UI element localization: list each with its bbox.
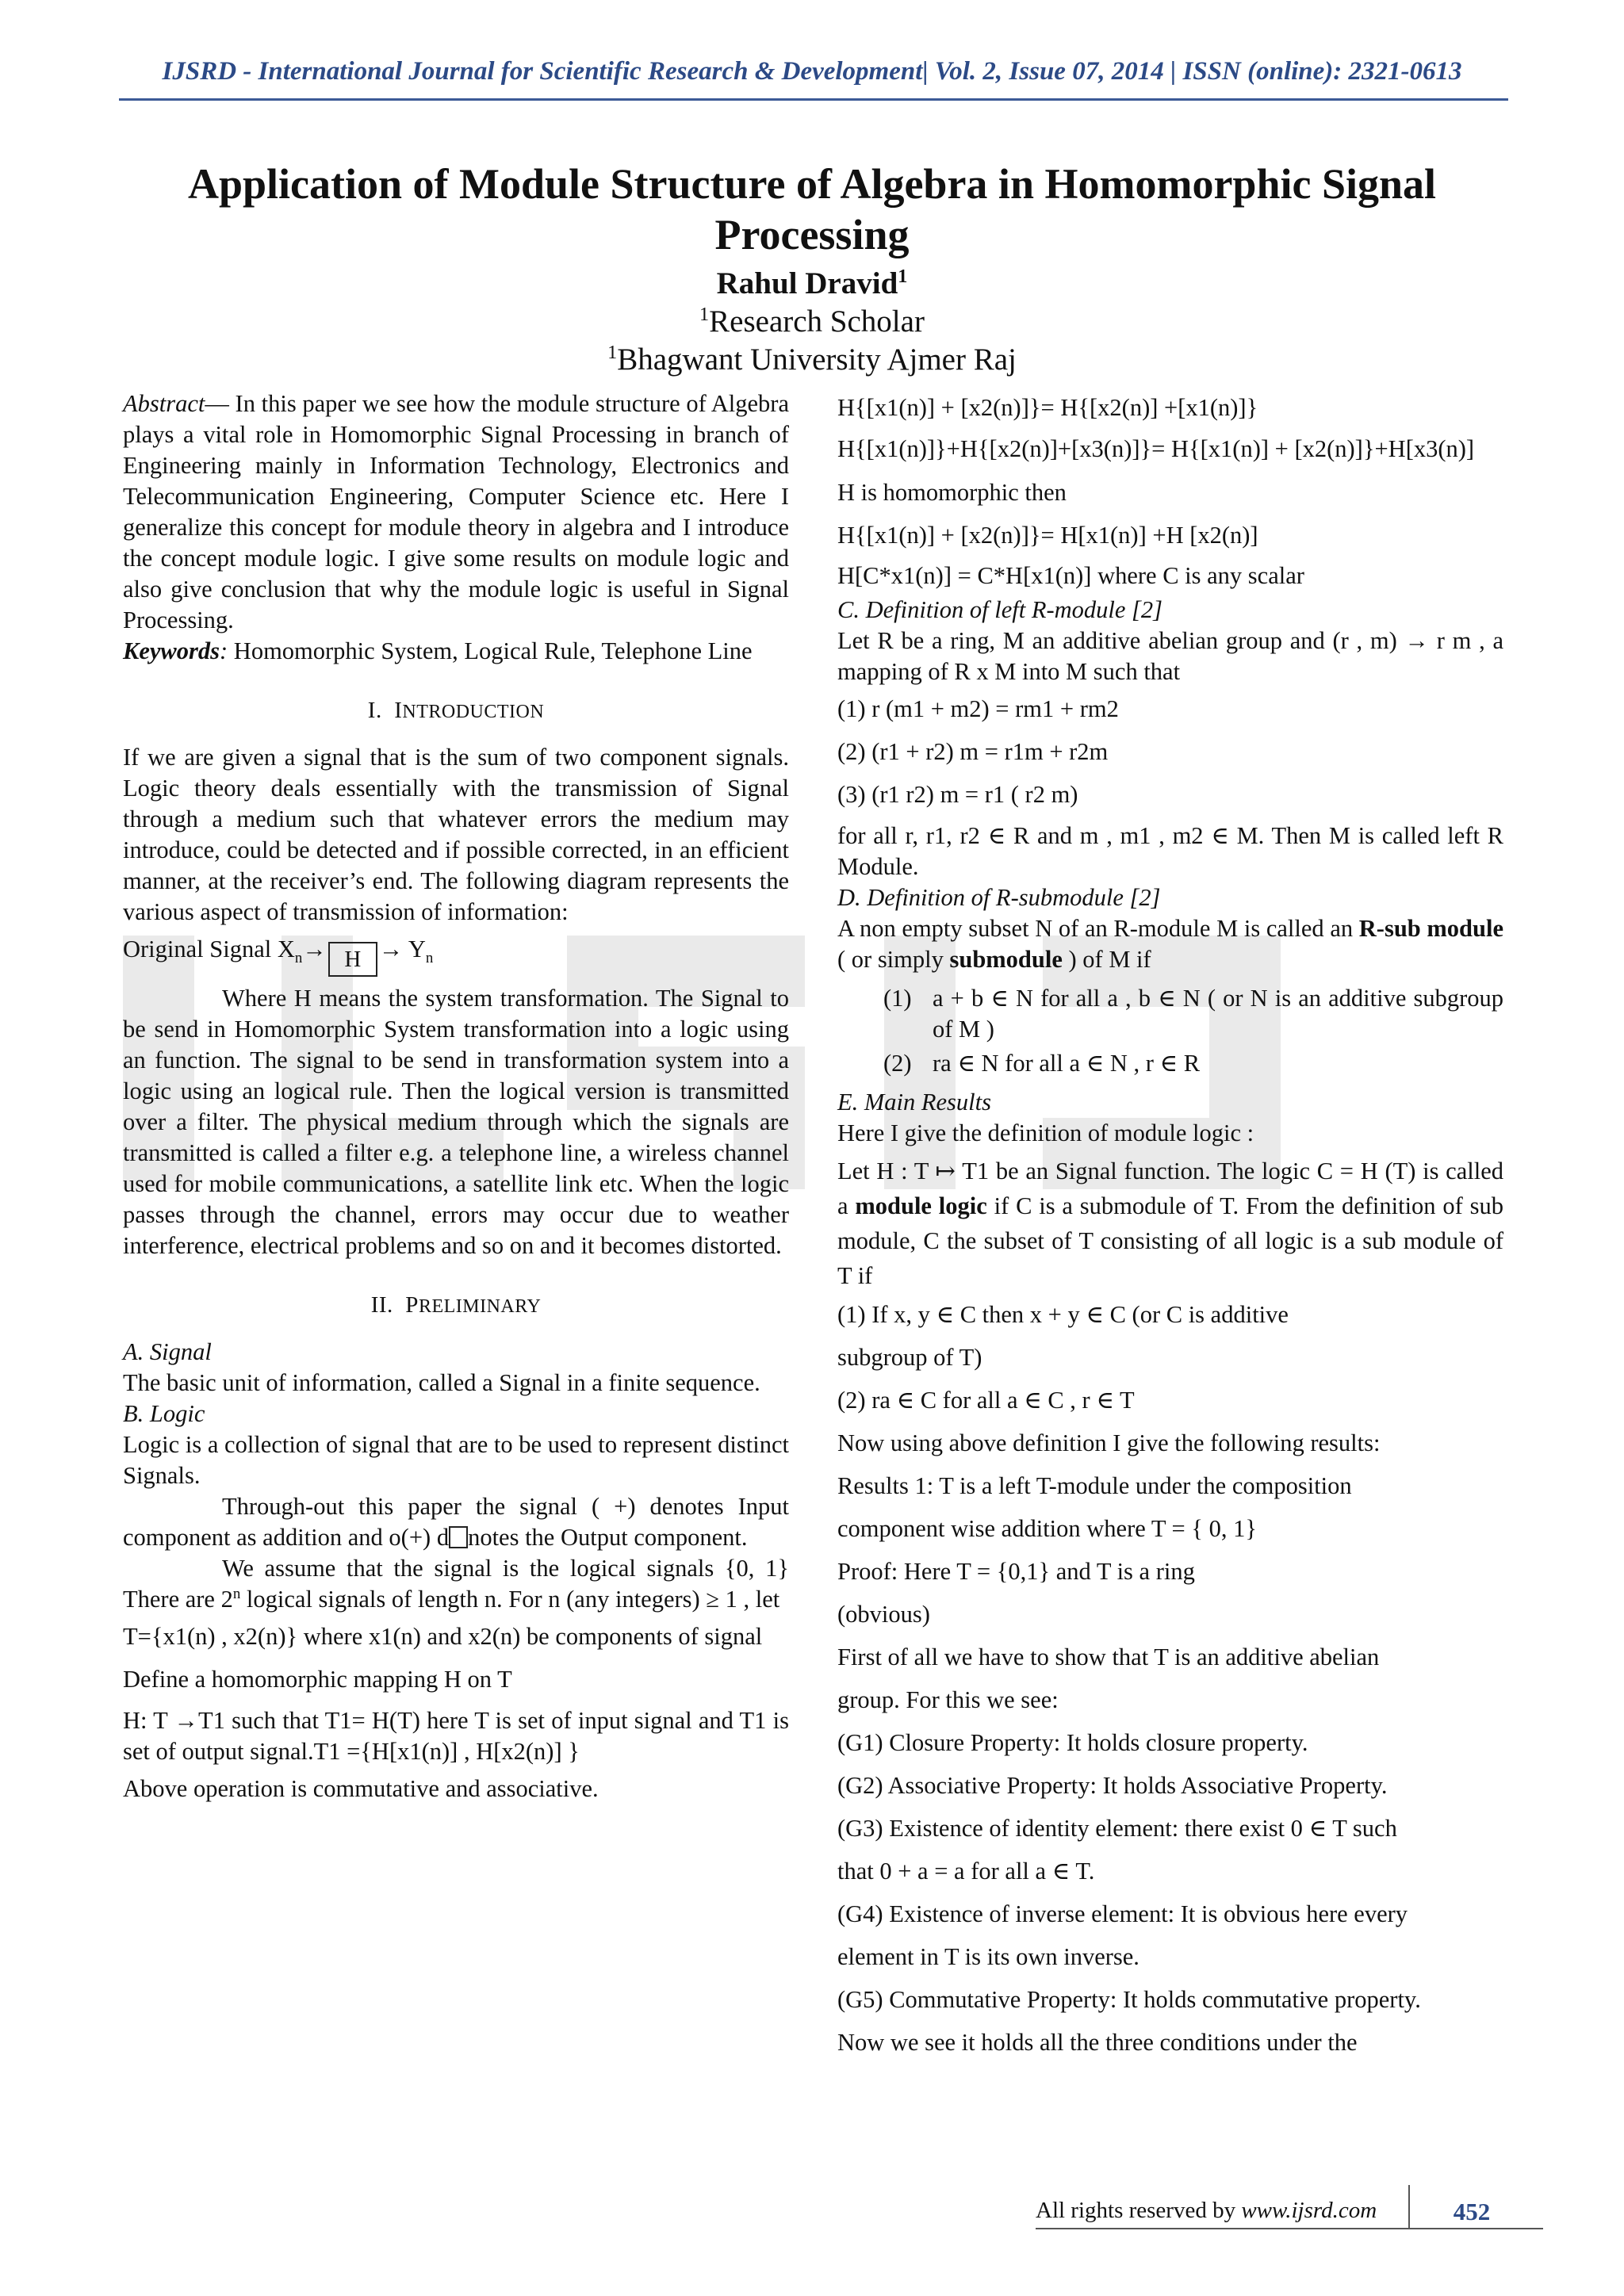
results-intro: Now using above definition I give the following results: xyxy=(837,1429,1381,1456)
property-g5: (G5) Commutative Property: It holds commutative property. xyxy=(837,1986,1421,2013)
system-h-box: H xyxy=(328,942,377,977)
proof-line: Proof: Here T = {0,1} and T is a ring xyxy=(837,1558,1195,1585)
condition-1: (1) If x, y ∈ C then x + y ∈ C (or C is additive xyxy=(837,1301,1289,1328)
intro-paragraph-2: Where H means the system transformation. The Signal to be send in Homomorphic System transformation into a logic using an function. The signal to be send in transformation system into a logic using an logical rule. Then the logical version is transmitted over a filter. The physical medium through which the signals are transmitted is called a filter e.g. a telephone line, a wireless channel used for mobile communications, a satellite link etc. When the logic passes through the channel, errors may occur due to weather interference, electrical problems and so on and it becomes distorted. xyxy=(123,985,789,1259)
closing-line: Now we see it holds all the three conditions under the xyxy=(837,2029,1358,2056)
left-column xyxy=(123,388,789,1810)
section-heading-preliminary: II. PRELIMINARY xyxy=(370,1292,542,1318)
condition-1b: subgroup of T) xyxy=(837,1344,982,1371)
page-number: 452 xyxy=(1453,2198,1491,2225)
keywords-text: Homomorphic System, Logical Rule, Telephone Line xyxy=(233,637,753,664)
author-name: Rahul Dravid xyxy=(716,266,898,300)
logic-definition: Logic is a collection of signal that are to be used to represent distinct Signals. xyxy=(123,1431,789,1489)
submodule-conditions xyxy=(837,983,1503,1079)
list-item: (1) a + b ∈ N for all a , b ∈ N ( or N is an additive subgroup of M ) xyxy=(883,985,1503,1043)
intro-paragraph-1: If we are given a signal that is the sum of two component signals. Logic theory deals essentially with the transmission of Signal through a medium such that whatever errors the medium may introduce, could be detected and if possible corrected, in an efficient manner, at the receiver’s end. The following diagram represents the various aspect of transmission of information: xyxy=(123,744,789,925)
left-r-module-definition: Let R be a ring, M an additive abelian group and (r , m) → r m , a mapping of R x M into M such that xyxy=(837,627,1503,685)
subheading-signal: A. Signal xyxy=(123,1338,212,1365)
axiom-1: (1) r (m1 + m2) = rm1 + rm2 xyxy=(837,695,1119,722)
footer-rights: All rights reserved by www.ijsrd.com xyxy=(1036,2198,1377,2223)
missing-glyph-box xyxy=(449,1526,468,1548)
define-mapping: Define a homomorphic mapping H on T xyxy=(123,1666,512,1693)
above-operation: Above operation is commutative and associative. xyxy=(123,1775,599,1802)
section-heading-introduction: I. INTRODUCTION xyxy=(367,698,545,723)
result-1b: component wise addition where T = { 0, 1} xyxy=(837,1515,1258,1542)
equation-1: H{[x1(n)] + [x2(n)]}= H{[x2(n)] +[x1(n)]} xyxy=(837,394,1258,421)
property-g2: (G2) Associative Property: It holds Associative Property. xyxy=(837,1772,1388,1799)
property-g3a: (G3) Existence of identity element: there exist 0 ∈ T such xyxy=(837,1815,1397,1842)
axiom-2: (2) (r1 + r2) m = r1m + r2m xyxy=(837,738,1109,765)
axiom-conclusion: for all r, r1, r2 ∈ R and m , m1 , m2 ∈ M. Then M is called left R Module. xyxy=(837,822,1503,880)
header-rule xyxy=(119,98,1508,101)
signal-definition: The basic unit of information, called a Signal in a finite sequence. xyxy=(123,1369,760,1396)
condition-2: (2) ra ∈ C for all a ∈ C , r ∈ T xyxy=(837,1387,1135,1414)
subheading-left-r-module: C. Definition of left R-module [2] xyxy=(837,596,1163,623)
t-definition: T={x1(n) , x2(n)} where x1(n) and x2(n) be components of signal xyxy=(123,1623,763,1650)
property-g1: (G1) Closure Property: It holds closure property. xyxy=(837,1729,1308,1756)
result-1a: Results 1: T is a left T-module under the composition xyxy=(837,1472,1352,1499)
first-line-1: First of all we have to show that T is an additive abelian xyxy=(837,1644,1380,1670)
footer-divider xyxy=(1408,2185,1410,2229)
property-g4b: element in T is its own inverse. xyxy=(837,1943,1139,1970)
abstract-text: In this paper we see how the module structure of Algebra plays a vital role in Homomorphic Signal Processing in branch of Engineering mainly in Information Technology, Electronics and Telecommunication Engineering, Computer Science etc. Here I generalize this concept for module theory in algebra and I introduce the concept module logic. I give some results on module logic and also give conclusion that why the module logic is useful in Signal Processing. xyxy=(123,390,789,633)
journal-header: IJSRD - International Journal for Scientific Research & Development| Vol. 2, Issue 07, 2014 | ISSN (online): 2321-0613 xyxy=(162,57,1462,86)
subheading-main-results: E. Main Results xyxy=(837,1089,991,1115)
first-line-2: group. For this we see: xyxy=(837,1686,1059,1713)
module-logic-definition: Let H : T ↦ T1 be an Signal function. The logic C = H (T) is called a module logic if C is a submodule of T. From the definition of sub module, C the subset of T consisting of all logic is a sub module of T if xyxy=(837,1158,1503,1289)
abstract-label: Abstract xyxy=(123,390,205,417)
homomorphic-line: H is homomorphic then xyxy=(837,479,1067,506)
property-g4a: (G4) Existence of inverse element: It is obvious here every xyxy=(837,1900,1408,1927)
axiom-3: (3) (r1 r2) m = r1 ( r2 m) xyxy=(837,781,1078,808)
keywords: Keywords: Homomorphic System, Logical Rule, Telephone Line xyxy=(123,637,753,664)
author-sup: 1 xyxy=(898,266,908,287)
subheading-r-submodule: D. Definition of R-submodule [2] xyxy=(837,884,1161,911)
equation-4: H[C*x1(n)] = C*H[x1(n)] where C is any scalar xyxy=(837,562,1304,589)
keywords-label: Keywords xyxy=(123,637,220,664)
author-line xyxy=(95,265,1529,303)
main-results-intro: Here I give the definition of module logic : xyxy=(837,1119,1254,1146)
equation-2: H{[x1(n)]}+H{[x2(n)]+[x3(n)]}= H{[x1(n)] + [x2(n)]}+H[x3(n)] xyxy=(837,435,1475,462)
right-column xyxy=(837,388,1503,2064)
footer-rule xyxy=(1036,2228,1543,2229)
title-block xyxy=(95,159,1529,379)
assume-paragraph: We assume that the signal is the logical signals {0, 1} There are 2$^n$ logical signals of length n. For n (any integers) ≥ 1 , let xyxy=(123,1555,789,1613)
obvious-line: (obvious) xyxy=(837,1601,930,1628)
h-mapping: H: T →T1 such that T1= H(T) here T is set of input signal and T1 is set of output signal.T1 ={H[x1(n)] , H[x2(n)] } xyxy=(123,1707,789,1765)
affiliation-2: $^1$Bhagwant University Ajmer Raj xyxy=(607,342,1017,377)
system-diagram: Original Signal $X_n\to H \to Y_n$ xyxy=(123,934,789,977)
affiliation-1: $^1$Research Scholar xyxy=(699,304,925,339)
r-submodule-definition: A non empty subset N of an R-module M is called an R-sub module ( or simply submodule ) of M if xyxy=(837,915,1503,973)
list-item: (2) ra ∈ N for all a ∈ N , r ∈ R xyxy=(883,1050,1201,1077)
footer-site-link[interactable]: www.ijsrd.com xyxy=(1241,2198,1377,2223)
equation-3: H{[x1(n)] + [x2(n)]}= H[x1(n)] +H [x2(n)] xyxy=(837,522,1258,549)
subheading-logic: B. Logic xyxy=(123,1400,205,1427)
throughout-paragraph: Through-out this paper the signal ( +) denotes Input component as addition and o(+) d notes the Output component. xyxy=(123,1493,789,1551)
property-g3b: that 0 + a = a for all a ∈ T. xyxy=(837,1858,1095,1885)
abstract: Abstract— In this paper we see how the module structure of Algebra plays a vital role in Homomorphic Signal Processing in branch of Engineering mainly in Information Technology, Electronics and Telecommunication Engineering, Computer Science etc. Here I generalize this concept for module theory in algebra and I introduce the concept module logic. I give some results on module logic and also give conclusion that why the module logic is useful in Signal Processing. xyxy=(123,390,789,633)
paper-title: Application of Module Structure of Algebra in Homomorphic Signal Processing xyxy=(187,160,1437,258)
